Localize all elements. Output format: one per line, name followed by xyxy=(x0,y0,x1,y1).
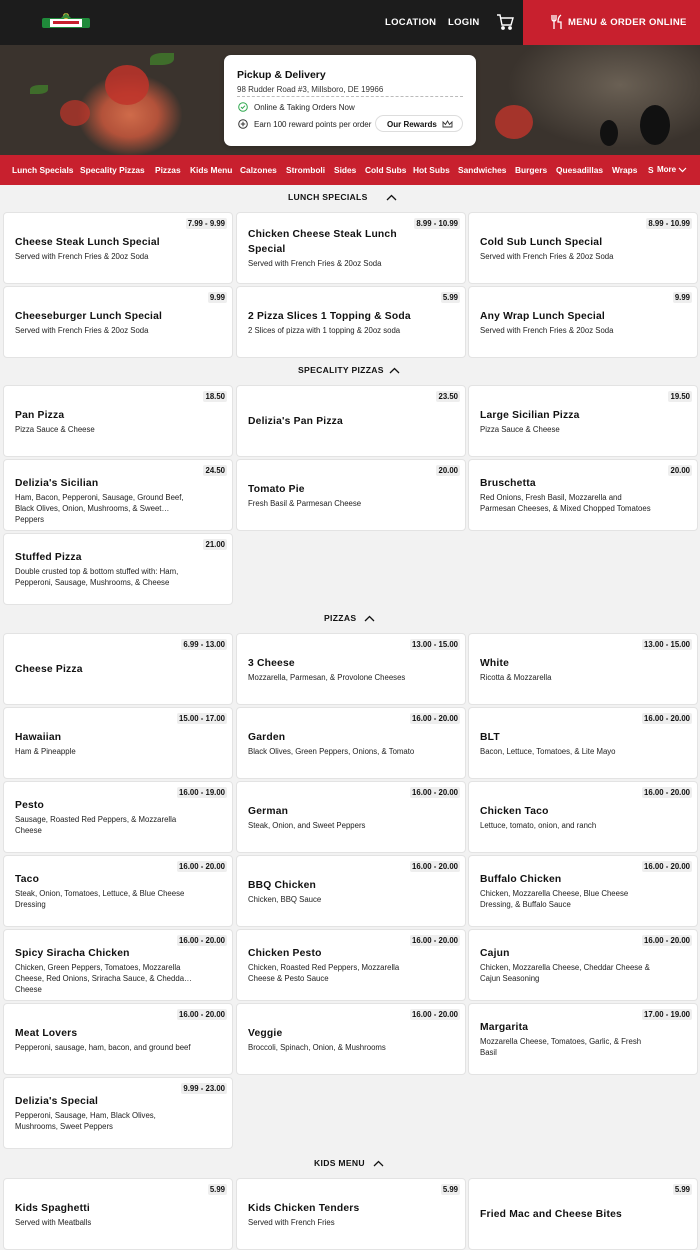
item-name: Bruschetta xyxy=(480,478,536,489)
chevron-up-icon[interactable] xyxy=(364,615,375,622)
item-body xyxy=(248,634,425,704)
item-body xyxy=(480,460,657,530)
item-description: Chicken, Roasted Red Peppers, Mozzarella Cheese & Pesto Sauce xyxy=(248,963,400,983)
item-body xyxy=(248,1004,425,1074)
section-header-specality-pizzas[interactable] xyxy=(0,359,700,383)
menu-item-card[interactable] xyxy=(236,929,466,1001)
item-name: Large Sicilian Pizza xyxy=(480,409,580,421)
item-body xyxy=(248,287,425,357)
item-body xyxy=(15,856,192,926)
menu-item-card[interactable] xyxy=(236,707,466,779)
menu-item-card[interactable] xyxy=(236,781,466,853)
menu-item-card[interactable] xyxy=(3,1178,233,1250)
item-body xyxy=(480,930,657,1000)
our-rewards-label: Our Rewards xyxy=(387,119,437,129)
category-tab-burgers[interactable]: Burgers xyxy=(515,165,548,175)
item-body xyxy=(248,213,425,283)
menu-item-card[interactable] xyxy=(3,633,233,705)
order-status-text: Online & Taking Orders Now xyxy=(254,103,355,112)
item-description: Bacon, Lettuce, Tomatoes, & Lite Mayo xyxy=(480,746,616,756)
chevron-up-icon[interactable] xyxy=(373,1160,384,1167)
item-description: Mozzarella, Parmesan, & Provolone Cheeses xyxy=(248,672,406,682)
category-tab-cold-subs[interactable]: Cold Subs xyxy=(365,165,407,175)
item-price: 16.00 - 20.00 xyxy=(644,936,690,945)
item-body xyxy=(248,460,425,530)
item-name: Buffalo Chicken xyxy=(480,874,562,885)
item-price: 19.50 xyxy=(670,392,690,401)
menu-item-card[interactable] xyxy=(236,459,466,531)
category-tab-calzones[interactable]: Calzones xyxy=(240,165,277,175)
item-body xyxy=(480,634,657,704)
item-description: Mozzarella Cheese, Tomatoes, Garlic, & Fresh Basil xyxy=(480,1037,642,1057)
item-price: 16.00 - 20.00 xyxy=(412,862,458,871)
menu-item-card[interactable] xyxy=(468,286,698,358)
item-name: BBQ Chicken xyxy=(248,879,316,891)
item-description: Pizza Sauce & Cheese xyxy=(480,424,560,434)
item-price: 9.99 - 23.00 xyxy=(183,1084,225,1093)
item-description: Served with French Fries & 20oz Soda xyxy=(480,251,614,261)
item-body xyxy=(480,213,657,283)
item-price: 5.99 xyxy=(209,1185,225,1194)
item-description: Chicken, Mozzarella Cheese, Cheddar Cheese & Cajun Seasoning xyxy=(480,963,650,983)
menu-item-card[interactable] xyxy=(468,1178,698,1250)
menu-item-card[interactable] xyxy=(236,212,466,284)
item-name: Delizia's Sicilian xyxy=(15,478,99,489)
item-name: German xyxy=(248,805,289,817)
menu-item-card[interactable] xyxy=(3,533,233,605)
item-body xyxy=(480,782,657,852)
menu-item-card[interactable] xyxy=(3,212,233,284)
menu-item-card[interactable] xyxy=(3,781,233,853)
item-description: Chicken, Green Peppers, Tomatoes, Mozzarella Cheese, Red Onions, Sriracha Sauce, & Cheddar Cheese xyxy=(15,963,187,994)
item-name: Cajun xyxy=(480,948,510,959)
item-description: Pizza Sauce & Cheese xyxy=(15,424,95,434)
item-description: Pepperoni, sausage, ham, bacon, and ground beef xyxy=(15,1042,191,1052)
menu-item-card[interactable] xyxy=(468,212,698,284)
item-name: Pesto xyxy=(15,800,45,811)
item-description: Ham & Pineapple xyxy=(15,746,76,756)
item-body xyxy=(248,386,425,456)
item-body xyxy=(480,287,657,357)
item-body xyxy=(248,930,425,1000)
category-tab-hot-subs[interactable]: Hot Subs xyxy=(413,165,450,175)
item-name: Cheese Steak Lunch Special xyxy=(15,236,160,248)
menu-item-card[interactable] xyxy=(3,459,233,531)
item-body xyxy=(15,534,192,604)
item-price: 9.99 xyxy=(209,293,225,302)
item-price: 5.99 xyxy=(674,1185,690,1194)
cart-icon[interactable] xyxy=(496,14,514,30)
plus-circle-icon xyxy=(238,119,248,129)
menu-item-card[interactable] xyxy=(3,286,233,358)
item-name: Chicken Taco xyxy=(480,805,549,817)
item-name: Kids Spaghetti xyxy=(15,1202,90,1214)
section-header-lunch-specials[interactable] xyxy=(0,186,700,210)
menu-item-card[interactable] xyxy=(468,707,698,779)
item-price: 16.00 - 20.00 xyxy=(412,714,458,723)
item-body xyxy=(15,213,192,283)
category-tab-lunch-specials[interactable]: Lunch Specials xyxy=(12,165,74,175)
item-price: 5.99 xyxy=(442,1185,458,1194)
pickup-address: 98 Rudder Road #3, Millsboro, DE 19966 xyxy=(237,85,384,94)
menu-item-card[interactable] xyxy=(468,633,698,705)
item-name: Cold Sub Lunch Special xyxy=(480,236,603,248)
menu-item-card[interactable] xyxy=(3,855,233,927)
chevron-up-icon[interactable] xyxy=(386,194,397,201)
item-price: 16.00 - 19.00 xyxy=(179,788,225,797)
item-description: Sausage, Roasted Red Peppers, & Mozzarella Cheese xyxy=(15,815,177,835)
section-title: LUNCH SPECIALS xyxy=(288,192,368,202)
section-header-pizzas[interactable] xyxy=(0,607,700,631)
item-name: 2 Pizza Slices 1 Topping & Soda xyxy=(248,310,411,322)
section-title: SPECALITY PIZZAS xyxy=(298,365,384,375)
menu-item-card[interactable] xyxy=(468,459,698,531)
menu-item-card[interactable] xyxy=(3,1077,233,1149)
item-body xyxy=(248,708,425,778)
menu-item-card[interactable] xyxy=(236,1003,466,1075)
item-body xyxy=(248,1179,425,1249)
menu-item-card[interactable] xyxy=(468,1003,698,1075)
item-body xyxy=(480,856,657,926)
item-description: Red Onions, Fresh Basil, Mozzarella and Parmesan Cheeses, & Mixed Chopped Tomatoes xyxy=(480,493,651,513)
item-price: 16.00 - 20.00 xyxy=(179,936,225,945)
item-name: Hawaiian xyxy=(15,731,62,743)
menu-item-card[interactable] xyxy=(468,781,698,853)
pickup-title: Pickup & Delivery xyxy=(237,69,326,81)
item-body xyxy=(248,782,425,852)
item-name: Margarita xyxy=(480,1022,529,1033)
item-name: Spicy Siracha Chicken xyxy=(15,948,130,959)
menu-item-card[interactable] xyxy=(468,929,698,1001)
our-rewards-button[interactable] xyxy=(375,115,463,132)
item-name: Delizia's Special xyxy=(15,1096,99,1107)
section-title: PIZZAS xyxy=(324,613,357,623)
more-label: More xyxy=(657,165,677,174)
item-body xyxy=(15,782,192,852)
item-price: 15.00 - 17.00 xyxy=(179,714,225,723)
chevron-down-icon xyxy=(678,167,687,173)
item-price: 18.50 xyxy=(205,392,225,401)
item-price: 16.00 - 20.00 xyxy=(179,1010,225,1019)
item-price: 5.99 xyxy=(442,293,458,302)
item-description: Ham, Bacon, Pepperoni, Sausage, Ground Beef, Black Olives, Onion, Mushrooms, & Sweet Peppers xyxy=(15,493,184,524)
item-price: 13.00 - 15.00 xyxy=(412,640,458,649)
item-name: Cheese Pizza xyxy=(15,663,83,675)
item-description: Steak, Onion, Tomatoes, Lettuce, & Blue Cheese Dressing xyxy=(15,889,185,909)
category-tab-stromboli[interactable]: Stromboli xyxy=(286,165,326,175)
menu-item-card[interactable] xyxy=(3,707,233,779)
category-tab-kids-menu[interactable]: Kids Menu xyxy=(190,165,233,175)
section-title: KIDS MENU xyxy=(314,1158,365,1168)
menu-item-card[interactable] xyxy=(3,385,233,457)
item-name: Kids Chicken Tenders xyxy=(248,1202,360,1214)
item-body xyxy=(15,1004,192,1074)
item-body xyxy=(15,634,192,704)
item-description: Chicken, Mozzarella Cheese, Blue Cheese Dressing, & Buffalo Sauce xyxy=(480,889,629,909)
item-description: Served with French Fries & 20oz Soda xyxy=(248,259,382,268)
item-body xyxy=(15,287,192,357)
item-name: Delizia's Pan Pizza xyxy=(248,415,343,427)
item-name: Chicken Pesto xyxy=(248,948,322,959)
item-body xyxy=(15,1078,192,1148)
item-description: Served with French Fries & 20oz Soda xyxy=(480,325,614,335)
item-price: 16.00 - 20.00 xyxy=(644,788,690,797)
rewards-info-text: Earn 100 reward points per order xyxy=(254,120,372,129)
item-body xyxy=(15,386,192,456)
item-name: Taco xyxy=(15,874,40,885)
menu-order-online-button[interactable] xyxy=(523,0,700,45)
nav-location[interactable]: LOCATION xyxy=(385,17,437,28)
category-tab-sandwiches[interactable]: Sandwiches xyxy=(458,165,507,175)
item-body xyxy=(480,386,657,456)
item-body xyxy=(480,1179,657,1249)
item-description: Broccoli, Spinach, Onion, & Mushrooms xyxy=(248,1042,386,1052)
item-price: 13.00 - 15.00 xyxy=(644,640,690,649)
item-body xyxy=(480,1004,657,1074)
item-description: Pepperoni, Sausage, Ham, Black Olives, Mushrooms, Sweet Peppers xyxy=(15,1111,156,1131)
category-tab-wraps[interactable]: Wraps xyxy=(612,165,638,175)
item-body xyxy=(15,708,192,778)
check-circle-icon xyxy=(238,102,248,112)
item-description: Steak, Onion, and Sweet Peppers xyxy=(248,820,366,830)
item-name: White xyxy=(480,657,510,669)
item-price: 9.99 xyxy=(674,293,690,302)
pickup-delivery-card xyxy=(224,55,476,146)
item-name: Pan Pizza xyxy=(15,409,65,421)
item-description: Double crusted top & bottom stuffed with: Ham, Pepperoni, Sausage, Mushrooms, & Cheese xyxy=(15,567,179,587)
fork-knife-icon xyxy=(551,14,563,30)
item-price: 23.50 xyxy=(438,392,458,401)
menu-item-card[interactable] xyxy=(468,855,698,927)
item-description: Ricotta & Mozzarella xyxy=(480,672,552,682)
menu-order-online-label: MENU & ORDER ONLINE xyxy=(568,17,687,28)
item-name: Veggie xyxy=(248,1027,283,1039)
item-name: BLT xyxy=(480,731,500,743)
item-name: Garden xyxy=(248,731,286,743)
divider xyxy=(237,96,463,97)
item-name: Cheeseburger Lunch Special xyxy=(15,310,163,322)
menu-item-card[interactable] xyxy=(3,929,233,1001)
category-tab-sides[interactable]: Sides xyxy=(334,165,357,175)
item-description: Served with French Fries & 20oz Soda xyxy=(15,251,149,261)
item-price: 16.00 - 20.00 xyxy=(412,1010,458,1019)
item-description: Served with French Fries xyxy=(248,1217,335,1227)
menu-item-card[interactable] xyxy=(468,385,698,457)
top-nav-bar xyxy=(0,0,700,45)
more-categories-button[interactable] xyxy=(657,155,676,185)
item-price: 8.99 - 10.99 xyxy=(648,219,690,228)
logo[interactable] xyxy=(42,12,90,32)
item-price: 8.99 - 10.99 xyxy=(416,219,458,228)
category-tab-s[interactable]: S xyxy=(648,165,654,175)
item-price: 16.00 - 20.00 xyxy=(179,862,225,871)
item-body xyxy=(15,1179,192,1249)
item-description: 2 Slices of pizza with 1 topping & 20oz soda xyxy=(248,325,401,335)
item-price: 16.00 - 20.00 xyxy=(644,862,690,871)
menu-item-card[interactable] xyxy=(236,286,466,358)
item-description: Fresh Basil & Parmesan Cheese xyxy=(248,498,362,508)
item-price: 16.00 - 20.00 xyxy=(412,788,458,797)
item-price: 7.99 - 9.99 xyxy=(187,219,225,228)
menu-item-card[interactable] xyxy=(236,855,466,927)
item-body xyxy=(248,856,425,926)
item-price: 16.00 - 20.00 xyxy=(644,714,690,723)
item-name: Fried Mac and Cheese Bites xyxy=(480,1208,622,1220)
item-name: Any Wrap Lunch Special xyxy=(480,310,605,322)
section-header-kids-menu[interactable] xyxy=(0,1152,700,1176)
item-body xyxy=(480,708,657,778)
item-price: 6.99 - 13.00 xyxy=(183,640,225,649)
item-price: 21.00 xyxy=(205,540,225,549)
crown-icon xyxy=(442,120,453,128)
menu-item-card[interactable] xyxy=(236,633,466,705)
category-tab-pizzas[interactable]: Pizzas xyxy=(155,165,181,175)
item-description: Lettuce, tomato, onion, and ranch xyxy=(480,820,597,830)
menu-item-card[interactable] xyxy=(3,1003,233,1075)
menu-item-card[interactable] xyxy=(236,1178,466,1250)
item-body xyxy=(15,460,192,530)
item-price: 20.00 xyxy=(670,466,690,475)
category-tab-quesadillas[interactable]: Quesadillas xyxy=(556,165,604,175)
item-name: Chicken Cheese Steak Lunch Special xyxy=(248,229,397,255)
item-description: Served with French Fries & 20oz Soda xyxy=(15,325,149,335)
category-nav-bar xyxy=(0,155,700,185)
item-name: Stuffed Pizza xyxy=(15,552,82,563)
item-price: 24.50 xyxy=(205,466,225,475)
item-price: 16.00 - 20.00 xyxy=(412,936,458,945)
item-name: Tomato Pie xyxy=(248,483,305,495)
item-description: Served with Meatballs xyxy=(15,1217,92,1227)
category-tab-specality-pizzas[interactable]: Specality Pizzas xyxy=(80,165,145,175)
item-price: 20.00 xyxy=(438,466,458,475)
item-body xyxy=(15,930,192,1000)
nav-login[interactable]: LOGIN xyxy=(448,17,480,28)
item-description: Chicken, BBQ Sauce xyxy=(248,894,322,904)
item-description: Black Olives, Green Peppers, Onions, & Tomato xyxy=(248,746,415,756)
item-name: 3 Cheese xyxy=(248,657,295,669)
item-name: Meat Lovers xyxy=(15,1027,78,1039)
chevron-up-icon[interactable] xyxy=(389,367,400,374)
menu-item-card[interactable] xyxy=(236,385,466,457)
item-price: 17.00 - 19.00 xyxy=(644,1010,690,1019)
